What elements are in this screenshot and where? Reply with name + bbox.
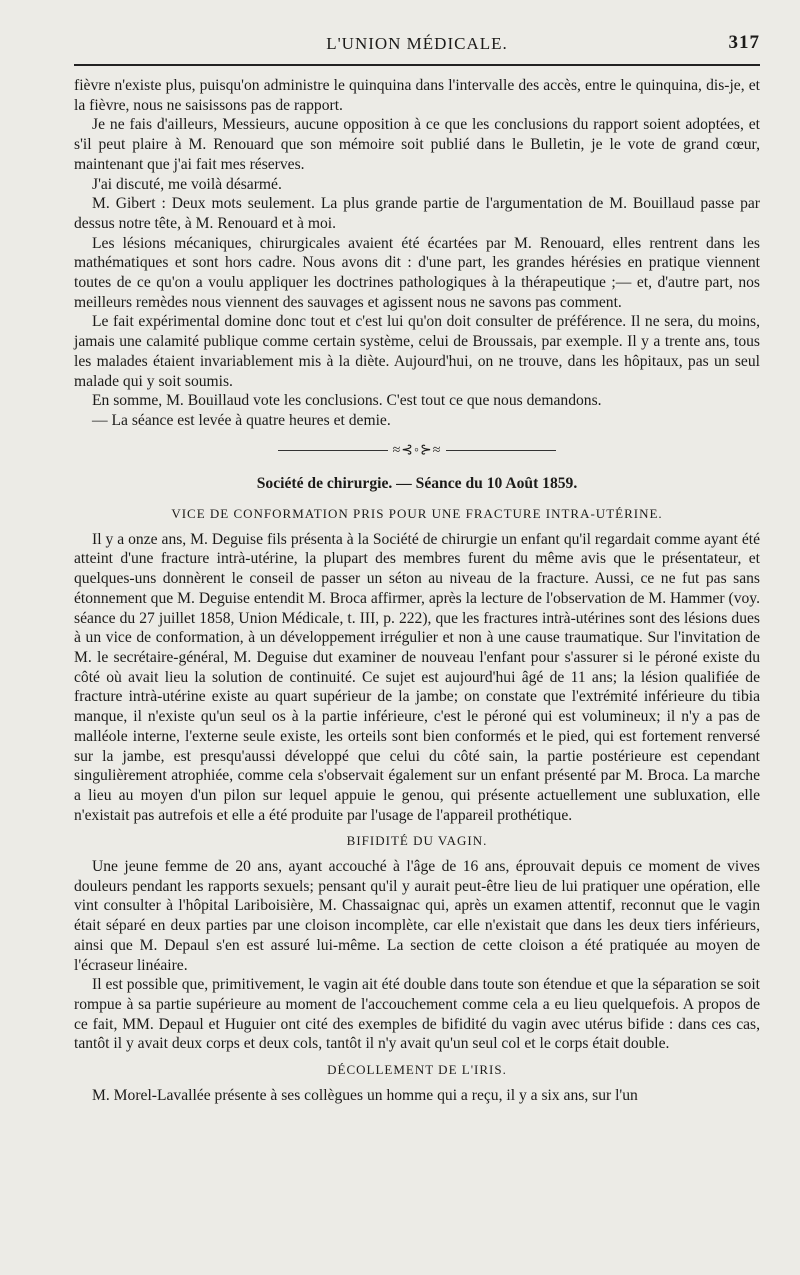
page-number: 317 [728, 32, 760, 53]
subheading-iris: DÉCOLLEMENT DE L'IRIS. [327, 1062, 507, 1078]
paragraph: M. Gibert : Deux mots seulement. La plus grande partie de l'argumentation de M. Bouillaud passe par dessus notre tête, à M. Renouard et à moi. [74, 195, 760, 232]
paragraph: — La séance est levée à quatre heures et demie. [92, 411, 391, 429]
section-title: Société de chirurgie. — Séance du 10 Août 1859. [256, 475, 578, 493]
article-body [74, 76, 760, 1105]
paragraph: Le fait expérimental domine donc tout et c'est lui qu'on doit consulter de préférence. Il ne sera, du moins, jamais une calamité publique comme certain système, celui de Broussais, par exemple. Il y a trente ans, tous les malades étaient invariablement mis à la diète. Aujourd'hui, on ne trouve, dans les hôpitaux, pas un seul malade qui y soit soumis. [74, 313, 760, 390]
paragraph: Je ne fais d'ailleurs, Messieurs, aucune opposition à ce que les conclusions du rapport soient adoptées, et s'il peut plaire à M. Renouard que son mémoire soit publié dans le Bulletin, je le vote de grand cœur, maintenant que j'ai fait mes réserves. [74, 116, 760, 173]
paragraph: Il est possible que, primitivement, le vagin ait été double dans toute son étendue et que la séparation se soit rompue à sa partie supérieure au moment de l'accouchement comme cela a eu lieu quelquefois. A propos de ce fait, MM. Depaul et Huguier ont cité des exemples de bifidité du vagin avec utérus bifide : dans ces cas, tantôt il y avait deux corps et deux cols, tantôt il n'y avait qu'un seul col et le corps était double. [74, 976, 760, 1053]
subheading-bifidite: BIFIDITÉ DU VAGIN. [346, 833, 488, 849]
section-separator: ≈⊰◦⊱≈ [74, 441, 760, 461]
paragraph: Une jeune femme de 20 ans, ayant accouché à l'âge de 16 ans, éprouvait depuis ce moment de vives douleurs pendant les rapports sexuels; pensant qu'il y aurait peut-être lieu de lui pratiquer une opération, elle vint consulter à l'hôpital Lariboisière, M. Chassaignac qui, après un examen attentif, reconnut que le vagin était séparé en deux parties par une cloison incomplète, car elle n'existait que dans les deux tiers inférieurs, ainsi que M. Depaul s'en est assuré lui-même. La section de cette cloison a été pratiquée au moyen de l'écraseur linéaire. [74, 858, 760, 974]
paragraph: M. Morel-Lavallée présente à ses collègues un homme qui a reçu, il y a six ans, sur l'un [92, 1086, 638, 1104]
running-title: L'UNION MÉDICALE. [326, 34, 508, 53]
paragraph: En somme, M. Bouillaud vote les conclusions. C'est tout ce que nous demandons. [92, 392, 602, 410]
paragraph: Il y a onze ans, M. Deguise fils présenta à la Société de chirurgie un enfant qu'il regardait comme ayant été atteint d'une fracture intrà-utérine, la plupart des membres furent du même avis que le présentateur, et quelques-uns donnèrent le conseil de passer un séton au niveau de la fracture. Aussi, ce ne fut pas sans étonnement que M. Deguise entendit M. Broca affirmer, après la lecture de l'observation de M. Hammer (voy. séance du 27 juillet 1858, Union Médicale, t. III, p. 222), que les fractures intrà-utérines sont des lésions dues à un vice de conformation, à un développement irrégulier et non à une cause traumatique. Sur l'invitation de M. le secrétaire-général, M. Deguise dut examiner de nouveau l'enfant pour s'assurer si le péroné existe du côté où avait lieu la solution de continuité. Ce sujet est aujourd'hui âgé de 11 ans; la lésion qualifiée de fracture intrà-utérine existe au quart supérieur de la jambe; on constate que l'extrémité inférieure du tibia manque, il n'existe qu'un seul os à la partie inférieure, c'est le péroné qui est volumineux; il n'y a pas de malléole interne, l'externe seule existe, les orteils sont bien conformés et le pied, qui est fortement renversé sur la jambe, est presqu'aussi développé que celui du côté sain, la partie postérieure est cependant singulièrement atrophiée, comme cela s'observait également sur un enfant présenté par M. Broca. La marche a lieu au moyen d'un pilon sur lequel appuie le genou, qui présente actuellement une subluxation, elle n'existait pas autrefois et elle a été produite par l'usage de l'appareil prothétique. [74, 530, 760, 824]
paragraph: J'ai discuté, me voilà désarmé. [92, 175, 282, 193]
header-rule [74, 64, 760, 66]
subheading-vice: VICE DE CONFORMATION PRIS POUR UNE FRACTURE INTRA-UTÉRINE. [171, 506, 663, 522]
page-header [74, 30, 760, 60]
paragraph: Les lésions mécaniques, chirurgicales avaient été écartées par M. Renouard, elles rentrent dans les mathématiques et sont hors cadre. Nous avons dit : d'une part, les grandes hérésies en pratique viennent toutes de ce qu'on a voulu appliquer les doctrines pathologiques à la thérapeutique ;— et, d'autre part, nos meilleurs remèdes nous viennent des sauvages et agissent nous ne savons pas comment. [74, 234, 760, 311]
paragraph: fièvre n'existe plus, puisqu'on administre le quinquina dans l'intervalle des accès, entre le quinquina, dis-je, et la fièvre, nous ne saisissons pas de rapport. [74, 77, 760, 114]
